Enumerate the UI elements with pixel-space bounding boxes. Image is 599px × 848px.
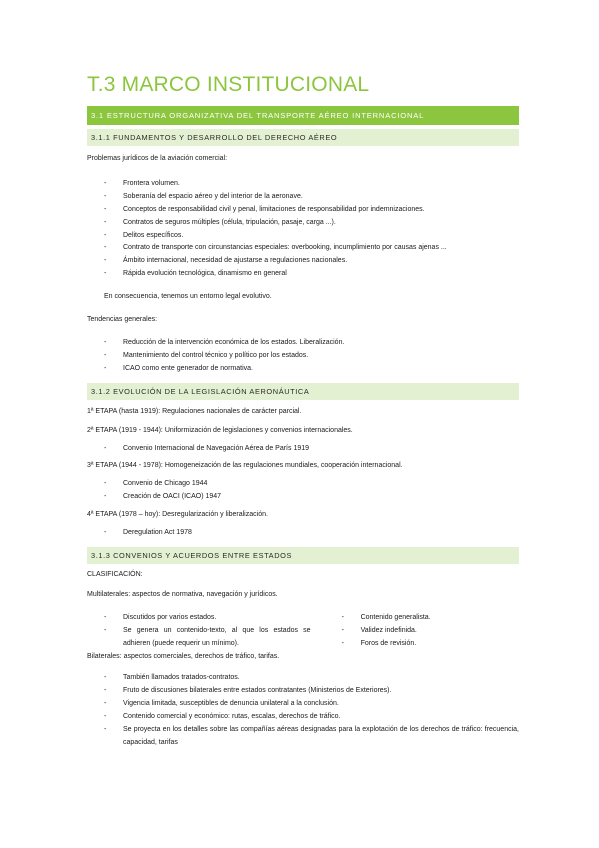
list-item: - Validez indefinida. [341,626,417,634]
list-item: - Vigencia limitada, susceptibles de denuncia unilateral a la conclusión. [104,700,339,708]
list-item: - ICAO como ente generador de normativa. [104,364,253,372]
subsection-heading-3-1-1: 3.1.1 FUNDAMENTOS Y DESARROLLO DEL DERECHO AÉREO [87,129,519,146]
list-item: - Conceptos de responsabilidad civil y penal, limitaciones de responsabilidad por indemnizaciones. [104,205,425,213]
list-item: - Mantenimiento del control técnico y político por los estados. [104,351,309,359]
stage-4-text: 4ª ETAPA (1978 – hoy): Desregularización y liberalización. [87,511,268,519]
page-title: T.3 MARCO INSTITUCIONAL [87,73,370,96]
list-item: - Contrato de transporte con circunstancias especiales: overbooking, incumplimiento por causas ajenas ... [104,244,447,252]
list-item: - Convenio Internacional de Navegación Aérea de París 1919 [104,444,310,452]
list-item: - Se genera un contenido-texto, al que los estados se adhieren (puede requerir un mínimo). [104,626,311,647]
bilateral-label: Bilaterales: aspectos comerciales, derechos de tráfico, tarifas. [87,653,280,661]
list-item: - Ámbito internacional, necesidad de ajustarse a regulaciones nacionales. [104,257,348,265]
list-item: - Contenido comercial y económico: rutas, escalas, derechos de tráfico. [104,713,341,721]
list-item: - Discutidos por varios estados. [104,613,217,621]
stage-3-list [87,478,519,504]
list-item: - Deregulation Act 1978 [104,529,192,537]
list-item: - Delitos específicos. [104,231,184,239]
stage-3-text: 3ª ETAPA (1944 - 1978): Homogeneización de las regulaciones mundiales, cooperación internacional. [87,462,403,470]
multilateral-right-list [325,612,519,651]
problems-list [87,178,519,281]
section-heading-3-1: 3.1 ESTRUCTURA ORGANIZATIVA DEL TRANSPORTE AÉREO INTERNACIONAL [87,106,519,125]
multilateral-columns [87,612,519,651]
list-item: - Contratos de seguros múltiples (célula, tripulación, pasaje, carga ...). [104,218,336,226]
multilateral-left-list [87,612,311,651]
stage-1-text: 1ª ETAPA (hasta 1919): Regulaciones nacionales de carácter parcial. [87,407,302,415]
multilateral-label: Multilaterales: aspectos de normativa, navegación y jurídicos. [87,590,278,598]
list-item: - Rápida evolución tecnológica, dinamismo en general [104,270,287,278]
list-item: - Creación de OACI (ICAO) 1947 [104,493,222,501]
subsection-heading-3-1-3: 3.1.3 CONVENIOS Y ACUERDOS ENTRE ESTADOS [87,547,519,564]
trends-label: Tendencias generales: [87,316,158,324]
stage-4-list [87,527,519,540]
list-item: - Convenio de Chicago 1944 [104,480,208,488]
list-item: - Fruto de discusiones bilaterales entre estados contratantes (Ministerios de Exteriores). [104,687,392,695]
stage-2-text: 2ª ETAPA (1919 - 1944): Uniformización de legislaciones y convenios internacionales. [87,426,353,434]
stage-2-list [87,443,519,456]
list-item: - Foros de revisión. [341,639,417,647]
bilateral-list [87,672,519,749]
list-item: - Se proyecta en los detalles sobre las compañías aéreas designadas para la explotación de los derechos de tráfico: frecuencia, capacidad, tarifas [104,726,519,746]
subsection-heading-3-1-2: 3.1.2 EVOLUCIÓN DE LA LEGISLACIÓN AERONÁUTICA [87,383,519,400]
list-item: - También llamados tratados-contratos. [104,674,240,682]
list-item: - Frontera volumen. [104,179,180,187]
document-page [87,72,519,750]
list-item: - Reducción de la intervención económica de los estados. Liberalización. [104,338,345,346]
consequence-text: En consecuencia, tenemos un entorno legal evolutivo. [104,293,272,301]
problems-label: Problemas jurídicos de la aviación comercial: [87,155,228,162]
classification-label: CLASIFICACIÓN: [87,570,143,578]
list-item: - Soberanía del espacio aéreo y del interior de la aeronave. [104,192,303,200]
trends-list [87,337,519,376]
list-item: - Contenido generalista. [341,613,431,621]
